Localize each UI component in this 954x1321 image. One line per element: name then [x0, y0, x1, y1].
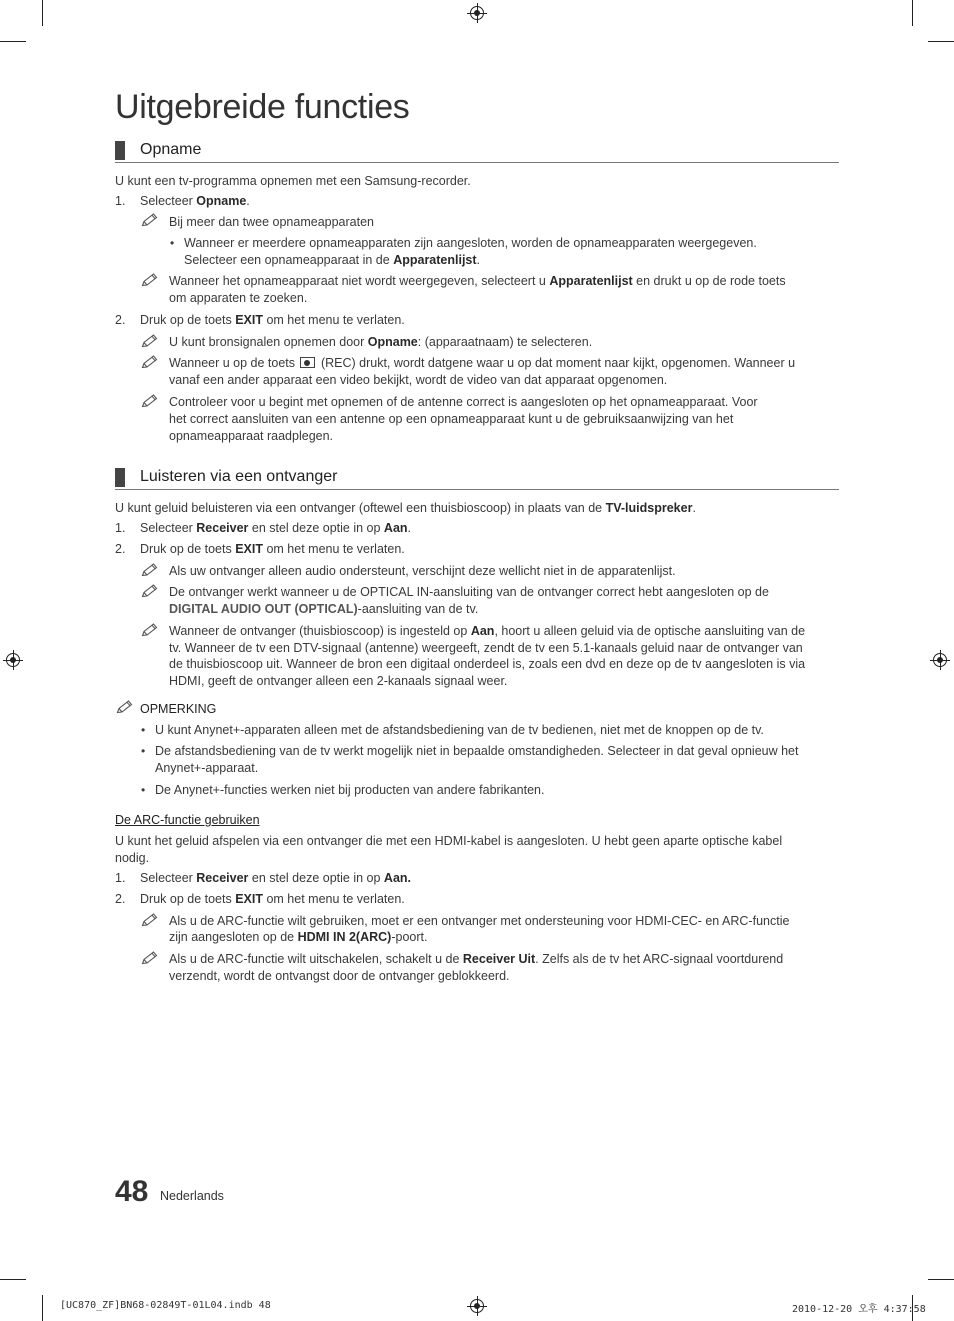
crop-mark — [42, 1295, 43, 1321]
pencil-note-icon — [141, 213, 159, 227]
crop-mark — [912, 0, 913, 26]
pencil-note-icon — [116, 700, 134, 714]
rec-button-icon — [300, 357, 315, 368]
step-number: 2. — [115, 313, 126, 327]
section-bar — [115, 468, 125, 487]
note-text: Controleer voor u begint met opnemen of de antenne correct is aangesloten op het opnameapparaat. Voor — [169, 395, 758, 409]
bullet-text: U kunt Anynet+-apparaten alleen met de afstandsbediening van de tv bedienen, niet met de knoppen op de tv. — [155, 723, 764, 737]
crop-mark — [42, 0, 43, 26]
bullet-text: Wanneer er meerdere opnameapparaten zijn aangesloten, worden de opnameapparaten weergegeven. — [184, 236, 757, 250]
note-text: Wanneer de ontvanger (thuisbioscoop) is ingesteld op Aan, hoort u alleen geluid via de optische aansluiting van de — [169, 624, 806, 638]
step-number: 1. — [115, 194, 126, 208]
bullet: • — [141, 783, 146, 797]
section-bar — [115, 141, 125, 160]
note-text: De ontvanger werkt wanneer u de OPTICAL IN-aansluiting van de ontvanger correct hebt aangesloten op de — [169, 585, 769, 599]
note-text: opnameapparaat raadplegen. — [169, 429, 334, 443]
pencil-note-icon — [141, 273, 159, 287]
step-text: Selecteer Receiver en stel deze optie in op Aan. — [140, 871, 412, 885]
note-text: Wanneer het opnameapparaat niet wordt weergegeven, selecteert u Apparatenlijst en drukt u op de rode toets — [169, 274, 786, 288]
registration-mark-icon — [933, 653, 947, 667]
pencil-note-icon — [141, 623, 159, 637]
section-title: Luisteren via een ontvanger — [140, 468, 338, 485]
pencil-note-icon — [141, 913, 159, 927]
registration-mark-icon — [6, 653, 20, 667]
intro-text: U kunt het geluid afspelen via een ontvanger die met een HDMI-kabel is aangesloten. U hebt geen aparte optische kabel — [115, 834, 783, 848]
pencil-note-icon — [141, 334, 159, 348]
intro-text: nodig. — [115, 851, 150, 865]
page-language: Nederlands — [160, 1189, 224, 1203]
note-text: Als u de ARC-functie wilt gebruiken, moet er een ontvanger met ondersteuning voor HDMI-CEC- en ARC-functie — [169, 914, 790, 928]
bullet-text: De Anynet+-functies werken niet bij producten van andere fabrikanten. — [155, 783, 545, 797]
section-heading-luisteren — [115, 467, 839, 490]
crop-mark — [0, 41, 26, 42]
note-text: de thuisbioscoop uit. Wanneer de bron een digitaal onderdeel is, zoals een dvd en deze op de tv aangesloten is via — [169, 657, 806, 671]
note-text: U kunt bronsignalen opnemen door Opname: (apparaatnaam) te selecteren. — [169, 335, 593, 349]
step-number: 1. — [115, 521, 126, 535]
step-number: 1. — [115, 871, 126, 885]
step-text: Druk op de toets EXIT om het menu te verlaten. — [140, 892, 405, 906]
note-text: vanaf een ander apparaat een video bekijkt, wordt de video van dat apparaat opgenomen. — [169, 373, 668, 387]
section-title: Opname — [140, 141, 202, 158]
crop-mark — [0, 1279, 26, 1280]
crop-mark — [928, 1279, 954, 1280]
pencil-note-icon — [141, 394, 159, 408]
step-text: Selecteer Receiver en stel deze optie in op Aan. — [140, 521, 412, 535]
note-text: tv. Wanneer de tv een DTV-signaal (antenne) weergeeft, zendt de tv een 5.1-kanaals geluid naar de ontvanger van — [169, 641, 803, 655]
page-title: Uitgebreide functies — [115, 88, 410, 126]
bullet: • — [141, 723, 146, 737]
arc-subheading: De ARC-functie gebruiken — [115, 813, 260, 827]
bullet-text: Selecteer een opnameapparaat in de Apparatenlijst. — [184, 253, 481, 267]
note-text: Bij meer dan twee opnameapparaten — [169, 215, 374, 229]
step-text: Selecteer Opname. — [140, 194, 250, 208]
bullet: • — [141, 744, 146, 758]
bullet-text: Anynet+-apparaat. — [155, 761, 259, 775]
bullet-text: De afstandsbediening van de tv werkt mogelijk niet in bepaalde omstandigheden. Selecteer in dat geval opnieuw het — [155, 744, 799, 758]
note-text: Als u de ARC-functie wilt uitschakelen, schakelt u de Receiver Uit. Zelfs als de tv het ARC-signaal voortdurend — [169, 952, 784, 966]
note-text: het correct aansluiten van een antenne op een opnameapparaat kunt u de gebruiksaanwijzing van het — [169, 412, 734, 426]
step-number: 2. — [115, 542, 126, 556]
intro-text: U kunt geluid beluisteren via een ontvanger (oftewel een thuisbioscoop) in plaats van de TV-luidspreker. — [115, 501, 696, 515]
step-text: Druk op de toets EXIT om het menu te verlaten. — [140, 542, 405, 556]
note-text: om apparaten te zoeken. — [169, 291, 308, 305]
footer-file: [UC870_ZF]BN68-02849T-01L04.indb 48 — [60, 1300, 271, 1311]
registration-mark-icon — [470, 6, 484, 20]
footer-date: 2010-12-20 오후 4:37:58 — [792, 1304, 926, 1315]
pencil-note-icon — [141, 951, 159, 965]
registration-mark-icon — [470, 1299, 484, 1313]
note-text: HDMI, geeft de ontvanger alleen een 2-kanaals signaal weer. — [169, 674, 508, 688]
intro-text: U kunt een tv-programma opnemen met een Samsung-recorder. — [115, 174, 471, 188]
note-text: Als uw ontvanger alleen audio ondersteunt, verschijnt deze wellicht niet in de apparatenlijst. — [169, 564, 676, 578]
pencil-note-icon — [141, 355, 159, 369]
note-text: Wanneer u op de toets (REC) drukt, wordt datgene waar u op dat moment naar kijkt, opgenomen. Wanneer u — [169, 356, 796, 370]
note-text: verzendt, wordt de ontvangst door de ontvanger geblokkeerd. — [169, 969, 510, 983]
pencil-note-icon — [141, 563, 159, 577]
remark-label: OPMERKING — [140, 702, 217, 716]
bullet: • — [170, 236, 175, 250]
page-number: 48 — [115, 1175, 149, 1208]
pencil-note-icon — [141, 584, 159, 598]
section-heading-opname — [115, 140, 839, 163]
step-number: 2. — [115, 892, 126, 906]
note-text: DIGITAL AUDIO OUT (OPTICAL)-aansluiting van de tv. — [169, 602, 479, 616]
crop-mark — [928, 41, 954, 42]
note-text: zijn aangesloten op de HDMI IN 2(ARC)-poort. — [169, 930, 428, 944]
step-text: Druk op de toets EXIT om het menu te verlaten. — [140, 313, 405, 327]
